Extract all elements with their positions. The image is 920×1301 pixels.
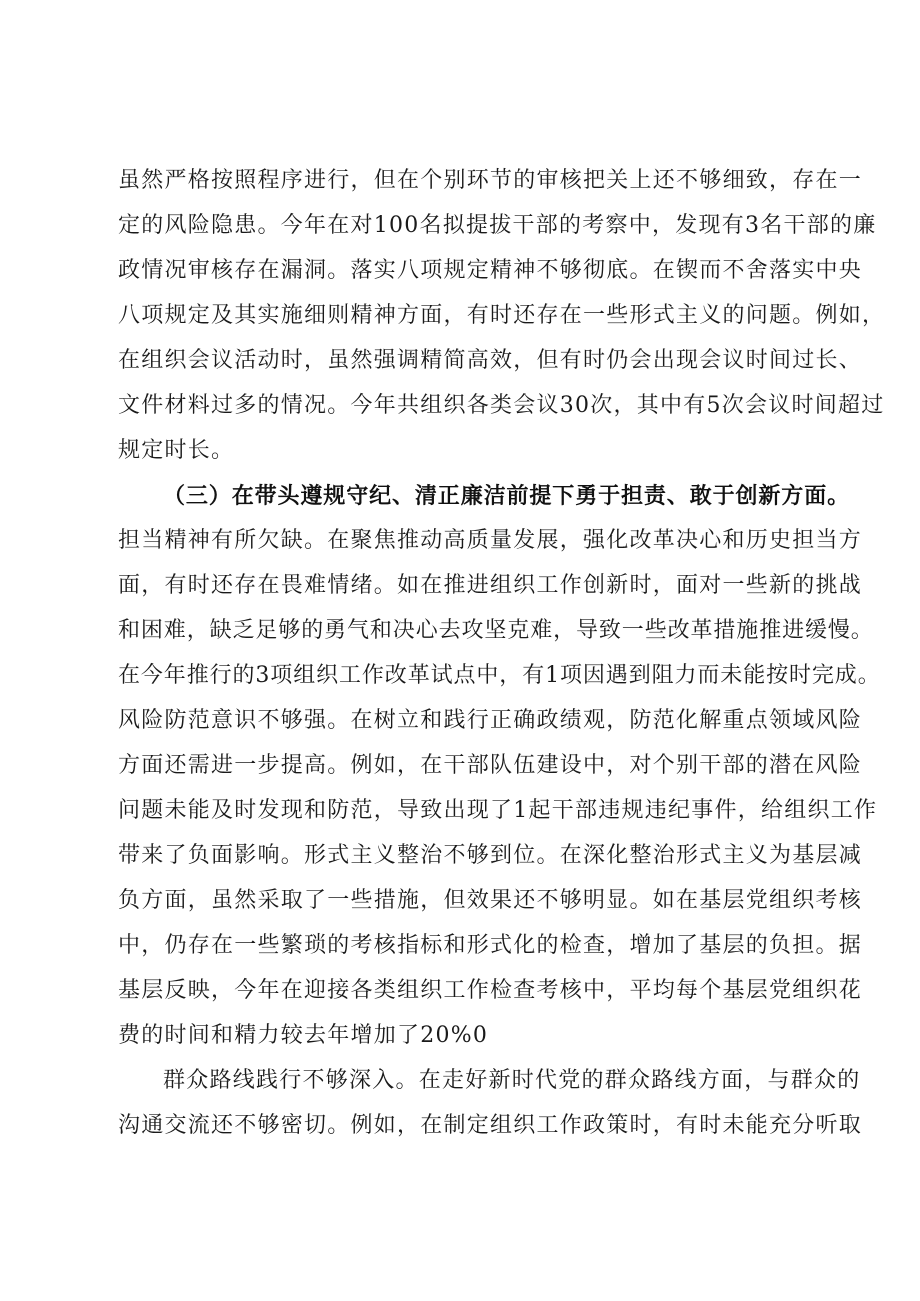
text-line: 风险防范意识不够强。在树立和践行正确政绩观，防范化解重点领域风险 xyxy=(118,708,863,733)
text-line: 基层反映，今年在迎接各类组织工作检查考核中，平均每个基层党组织花 xyxy=(118,978,863,1003)
text-line: 定的风险隐患。今年在对100名拟提拔干部的考察中，发现有3名干部的廉 xyxy=(118,213,877,238)
text-line: 费的时间和精力较去年增加了20%0 xyxy=(118,1023,489,1048)
text-line: 中，仍存在一些繁琐的考核指标和形式化的检查，增加了基层的负担。据 xyxy=(118,933,863,958)
text-line: 八项规定及其实施细则精神方面，有时还存在一些形式主义的问题。例如， xyxy=(118,303,886,328)
text-line: 沟通交流还不够密切。例如，在制定组织工作政策时，有时未能充分听取 xyxy=(118,1113,863,1138)
text-line: 政情况审核存在漏洞。落实八项规定精神不够彻底。在锲而不舍落实中央 xyxy=(118,258,863,283)
section-heading: （三）在带头遵规守纪、清正廉洁前提下勇于担责、敢于创新方面。 xyxy=(163,483,851,509)
text-line: 和困难，缺乏足够的勇气和决心去攻坚克难，导致一些改革措施推进缓慢。 xyxy=(118,618,874,643)
text-line: 在组织会议活动时，虽然强调精简高效，但有时仍会出现会议时间过长、 xyxy=(118,348,863,373)
text-line: 规定时长。 xyxy=(118,438,235,463)
text-line: 文件材料过多的情况。今年共组织各类会议30次，其中有5次会议时间超过 xyxy=(118,393,885,418)
text-line: 面，有时还存在畏难情绪。如在推进组织工作创新时，面对一些新的挑战 xyxy=(118,573,863,598)
text-line: 虽然严格按照程序进行，但在个别环节的审核把关上还不够细致，存在一 xyxy=(118,168,863,193)
text-line: 担当精神有所欠缺。在聚焦推动高质量发展，强化改革决心和历史担当方 xyxy=(118,528,863,553)
text-line: 问题未能及时发现和防范，导致出现了1起干部违规违纪事件，给组织工作 xyxy=(118,798,878,823)
text-line: 在今年推行的3项组织工作改革试点中，有1项因遇到阻力而未能按时完成。 xyxy=(118,663,881,688)
text-line: 带来了负面影响。形式主义整治不够到位。在深化整治形式主义为基层减 xyxy=(118,843,863,868)
text-line: 方面还需进一步提高。例如，在干部队伍建设中，对个别干部的潜在风险 xyxy=(118,753,863,778)
paragraph-first-line: 群众路线践行不够深入。在走好新时代党的群众路线方面，与群众的 xyxy=(163,1068,861,1093)
text-line: 负方面，虽然采取了一些措施，但效果还不够明显。如在基层党组织考核 xyxy=(118,888,863,913)
